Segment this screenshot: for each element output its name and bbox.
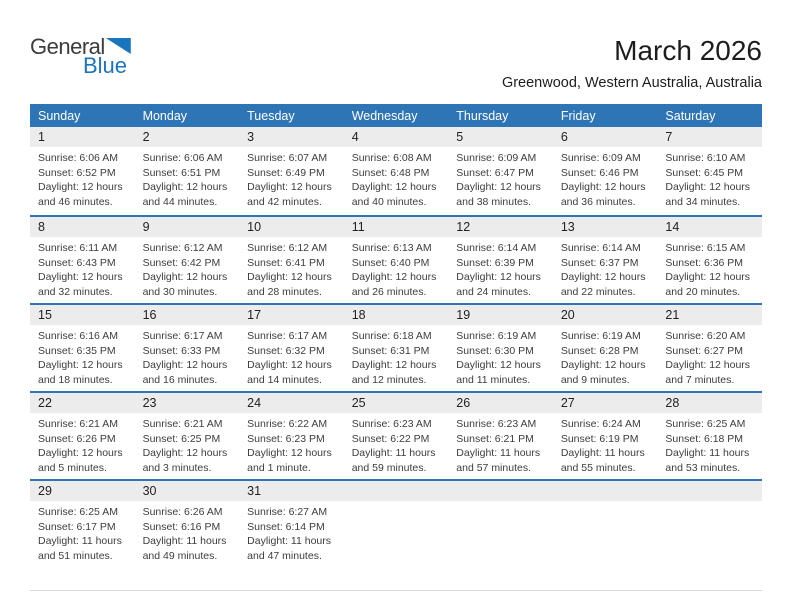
day-number: 5	[448, 127, 553, 147]
week-row	[30, 215, 762, 303]
day-details	[553, 325, 658, 387]
day-number: 29	[30, 481, 135, 501]
sunset-text: Sunset: 6:19 PM	[560, 432, 639, 445]
day-number: 25	[344, 393, 449, 413]
daylight-text: Daylight: 12 hours and 12 minutes.	[351, 359, 437, 386]
day-cell	[239, 481, 344, 590]
day-details	[135, 325, 240, 387]
day-cell	[30, 481, 135, 590]
day-number	[344, 481, 449, 501]
sunset-text: Sunset: 6:39 PM	[456, 256, 534, 269]
sunrise-text: Sunrise: 6:09 AM	[456, 152, 537, 164]
daylight-text: Daylight: 12 hours and 40 minutes.	[351, 181, 437, 208]
day-cell	[30, 127, 135, 215]
day-details	[553, 237, 658, 299]
sunrise-text: Sunrise: 6:13 AM	[351, 242, 432, 254]
daylight-text: Daylight: 12 hours and 44 minutes.	[142, 181, 228, 208]
daylight-text: Daylight: 12 hours and 7 minutes.	[665, 359, 751, 386]
day-details	[135, 413, 240, 475]
sunset-text: Sunset: 6:21 PM	[456, 432, 534, 445]
logo-triangle-icon	[106, 38, 131, 54]
sunset-text: Sunset: 6:33 PM	[142, 344, 221, 357]
daylight-text: Daylight: 11 hours and 49 minutes.	[142, 535, 227, 562]
day-number: 2	[135, 127, 240, 147]
day-cell	[448, 127, 553, 215]
sunset-text: Sunset: 6:41 PM	[247, 256, 325, 269]
sunset-text: Sunset: 6:26 PM	[38, 432, 116, 445]
sunrise-text: Sunrise: 6:24 AM	[560, 418, 641, 430]
logo-text-general: General	[30, 34, 105, 59]
day-details	[344, 325, 449, 387]
sunrise-text: Sunrise: 6:17 AM	[142, 330, 223, 342]
day-cell	[30, 305, 135, 391]
sunset-text: Sunset: 6:42 PM	[142, 256, 221, 269]
daylight-text: Daylight: 12 hours and 9 minutes.	[560, 359, 646, 386]
sunrise-text: Sunrise: 6:23 AM	[351, 418, 432, 430]
sunrise-text: Sunrise: 6:07 AM	[247, 152, 328, 164]
day-number: 12	[448, 217, 553, 237]
daylight-text: Daylight: 12 hours and 3 minutes.	[142, 447, 228, 474]
daylight-text: Daylight: 12 hours and 42 minutes.	[247, 181, 332, 208]
day-number: 9	[135, 217, 240, 237]
sunrise-text: Sunrise: 6:18 AM	[351, 330, 432, 342]
day-details	[553, 147, 658, 209]
sunrise-text: Sunrise: 6:21 AM	[38, 418, 118, 430]
daylight-text: Daylight: 12 hours and 22 minutes.	[560, 271, 646, 298]
day-cell	[344, 127, 449, 215]
daylight-text: Daylight: 12 hours and 26 minutes.	[351, 271, 437, 298]
day-number: 19	[448, 305, 553, 325]
day-cell	[657, 393, 762, 479]
week-row	[30, 479, 762, 590]
day-number: 11	[344, 217, 449, 237]
day-number	[553, 481, 658, 501]
day-cell	[135, 305, 240, 391]
day-details	[135, 147, 240, 209]
sunrise-text: Sunrise: 6:19 AM	[560, 330, 641, 342]
sunrise-text: Sunrise: 6:06 AM	[38, 152, 118, 164]
day-cell	[553, 217, 658, 303]
day-cell	[553, 127, 658, 215]
daylight-text: Daylight: 12 hours and 32 minutes.	[38, 271, 123, 298]
day-number: 24	[239, 393, 344, 413]
sunset-text: Sunset: 6:17 PM	[38, 520, 116, 533]
weekday-header-cell: Tuesday	[247, 108, 295, 123]
weekday-header-cell: Sunday	[38, 108, 81, 123]
week-row	[30, 303, 762, 391]
day-details	[239, 325, 344, 387]
day-number: 3	[239, 127, 344, 147]
sunrise-text: Sunrise: 6:26 AM	[142, 506, 223, 518]
day-cell	[657, 127, 762, 215]
day-number: 13	[553, 217, 658, 237]
sunset-text: Sunset: 6:25 PM	[142, 432, 221, 445]
page-header	[0, 0, 792, 104]
day-cell	[344, 305, 449, 391]
day-number: 17	[239, 305, 344, 325]
daylight-text: Daylight: 11 hours and 55 minutes.	[560, 447, 645, 474]
sunset-text: Sunset: 6:48 PM	[351, 166, 430, 179]
sunset-text: Sunset: 6:40 PM	[351, 256, 430, 269]
sunrise-text: Sunrise: 6:10 AM	[665, 152, 746, 164]
sunrise-text: Sunrise: 6:08 AM	[351, 152, 432, 164]
day-details	[30, 501, 135, 563]
sunset-text: Sunset: 6:49 PM	[247, 166, 325, 179]
daylight-text: Daylight: 12 hours and 18 minutes.	[38, 359, 123, 386]
daylight-text: Daylight: 11 hours and 59 minutes.	[351, 447, 436, 474]
daylight-text: Daylight: 12 hours and 36 minutes.	[560, 181, 646, 208]
day-details	[30, 413, 135, 475]
day-number: 22	[30, 393, 135, 413]
sunset-text: Sunset: 6:14 PM	[247, 520, 325, 533]
day-number: 31	[239, 481, 344, 501]
sunset-text: Sunset: 6:43 PM	[38, 256, 116, 269]
day-details	[239, 237, 344, 299]
day-cell	[448, 217, 553, 303]
sunset-text: Sunset: 6:51 PM	[142, 166, 221, 179]
day-details	[239, 501, 344, 563]
day-cell	[135, 217, 240, 303]
logo-text-blue: Blue	[82, 53, 127, 78]
daylight-text: Daylight: 12 hours and 11 minutes.	[456, 359, 541, 386]
page-title: March 2026	[614, 35, 762, 66]
day-details	[344, 413, 449, 475]
sunset-text: Sunset: 6:32 PM	[247, 344, 325, 357]
sunrise-text: Sunrise: 6:12 AM	[247, 242, 328, 254]
day-number: 26	[448, 393, 553, 413]
sunset-text: Sunset: 6:45 PM	[665, 166, 744, 179]
day-details	[30, 325, 135, 387]
sunset-text: Sunset: 6:37 PM	[560, 256, 639, 269]
day-number	[448, 481, 553, 501]
sunset-text: Sunset: 6:16 PM	[142, 520, 221, 533]
sunset-text: Sunset: 6:31 PM	[351, 344, 430, 357]
sunrise-text: Sunrise: 6:06 AM	[142, 152, 223, 164]
week-row	[30, 391, 762, 479]
day-number: 10	[239, 217, 344, 237]
day-cell	[30, 217, 135, 303]
sunset-text: Sunset: 6:52 PM	[38, 166, 116, 179]
week-row	[30, 127, 762, 215]
daylight-text: Daylight: 11 hours and 53 minutes.	[665, 447, 750, 474]
day-cell	[657, 305, 762, 391]
weekday-header-row	[30, 104, 762, 127]
sunrise-text: Sunrise: 6:22 AM	[247, 418, 328, 430]
day-details	[448, 413, 553, 475]
day-cell	[344, 217, 449, 303]
page-subtitle: Greenwood, Western Australia, Australia	[501, 75, 762, 91]
day-number: 30	[135, 481, 240, 501]
sunrise-text: Sunrise: 6:14 AM	[560, 242, 641, 254]
day-cell	[448, 305, 553, 391]
sunrise-text: Sunrise: 6:21 AM	[142, 418, 223, 430]
day-cell	[239, 393, 344, 479]
day-details	[344, 237, 449, 299]
day-number: 8	[30, 217, 135, 237]
sunrise-text: Sunrise: 6:15 AM	[665, 242, 746, 254]
empty-day-cell	[344, 481, 449, 590]
day-cell	[448, 393, 553, 479]
calendar-table	[30, 104, 762, 591]
sunset-text: Sunset: 6:35 PM	[38, 344, 116, 357]
sunrise-text: Sunrise: 6:20 AM	[665, 330, 746, 342]
sunrise-text: Sunrise: 6:11 AM	[38, 242, 118, 254]
day-number: 14	[657, 217, 762, 237]
day-details	[657, 325, 762, 387]
day-cell	[239, 217, 344, 303]
weekday-header-cell: Wednesday	[351, 108, 418, 123]
daylight-text: Daylight: 12 hours and 14 minutes.	[247, 359, 332, 386]
day-number: 6	[553, 127, 658, 147]
day-number: 28	[657, 393, 762, 413]
daylight-text: Daylight: 12 hours and 34 minutes.	[665, 181, 751, 208]
sunrise-text: Sunrise: 6:23 AM	[456, 418, 537, 430]
day-number: 23	[135, 393, 240, 413]
daylight-text: Daylight: 12 hours and 5 minutes.	[38, 447, 123, 474]
daylight-text: Daylight: 12 hours and 30 minutes.	[142, 271, 228, 298]
day-details	[135, 237, 240, 299]
empty-day-cell	[553, 481, 658, 590]
day-details	[239, 147, 344, 209]
day-number	[657, 481, 762, 501]
day-cell	[657, 217, 762, 303]
day-cell	[135, 393, 240, 479]
calendar-weeks	[30, 127, 762, 590]
sunset-text: Sunset: 6:30 PM	[456, 344, 534, 357]
weekday-header-cell: Friday	[560, 108, 596, 123]
daylight-text: Daylight: 12 hours and 1 minute.	[247, 447, 332, 474]
day-number: 1	[30, 127, 135, 147]
weekday-header-cell: Saturday	[665, 108, 716, 123]
general-blue-logo	[30, 36, 140, 76]
day-number: 4	[344, 127, 449, 147]
day-number: 21	[657, 305, 762, 325]
day-number: 20	[553, 305, 658, 325]
day-details	[30, 147, 135, 209]
sunset-text: Sunset: 6:18 PM	[665, 432, 744, 445]
sunrise-text: Sunrise: 6:27 AM	[247, 506, 328, 518]
sunrise-text: Sunrise: 6:14 AM	[456, 242, 537, 254]
daylight-text: Daylight: 12 hours and 24 minutes.	[456, 271, 541, 298]
daylight-text: Daylight: 12 hours and 46 minutes.	[38, 181, 123, 208]
day-number: 15	[30, 305, 135, 325]
day-details	[30, 237, 135, 299]
day-details	[448, 147, 553, 209]
day-number: 18	[344, 305, 449, 325]
day-cell	[553, 393, 658, 479]
day-cell	[30, 393, 135, 479]
day-details	[657, 147, 762, 209]
weekday-header-cell: Thursday	[456, 108, 509, 123]
daylight-text: Daylight: 11 hours and 47 minutes.	[247, 535, 331, 562]
sunset-text: Sunset: 6:28 PM	[560, 344, 639, 357]
sunrise-text: Sunrise: 6:25 AM	[38, 506, 118, 518]
sunrise-text: Sunrise: 6:12 AM	[142, 242, 223, 254]
day-number: 27	[553, 393, 658, 413]
day-cell	[239, 305, 344, 391]
sunset-text: Sunset: 6:47 PM	[456, 166, 534, 179]
day-details	[448, 325, 553, 387]
day-cell	[135, 481, 240, 590]
day-number: 7	[657, 127, 762, 147]
day-details	[553, 413, 658, 475]
day-details	[344, 147, 449, 209]
day-details	[657, 237, 762, 299]
daylight-text: Daylight: 11 hours and 57 minutes.	[456, 447, 541, 474]
day-details	[135, 501, 240, 563]
empty-day-cell	[657, 481, 762, 590]
sunrise-text: Sunrise: 6:17 AM	[247, 330, 328, 342]
daylight-text: Daylight: 12 hours and 16 minutes.	[142, 359, 228, 386]
empty-day-cell	[448, 481, 553, 590]
sunset-text: Sunset: 6:36 PM	[665, 256, 744, 269]
day-number: 16	[135, 305, 240, 325]
sunset-text: Sunset: 6:22 PM	[351, 432, 430, 445]
day-details	[239, 413, 344, 475]
sunset-text: Sunset: 6:23 PM	[247, 432, 325, 445]
sunset-text: Sunset: 6:27 PM	[665, 344, 744, 357]
day-details	[657, 413, 762, 475]
sunrise-text: Sunrise: 6:19 AM	[456, 330, 537, 342]
sunset-text: Sunset: 6:46 PM	[560, 166, 639, 179]
day-cell	[553, 305, 658, 391]
daylight-text: Daylight: 12 hours and 38 minutes.	[456, 181, 541, 208]
daylight-text: Daylight: 12 hours and 28 minutes.	[247, 271, 332, 298]
sunrise-text: Sunrise: 6:09 AM	[560, 152, 641, 164]
day-cell	[239, 127, 344, 215]
sunrise-text: Sunrise: 6:25 AM	[665, 418, 746, 430]
daylight-text: Daylight: 11 hours and 51 minutes.	[38, 535, 122, 562]
weekday-header-cell: Monday	[142, 108, 188, 123]
day-cell	[135, 127, 240, 215]
day-cell	[344, 393, 449, 479]
day-details	[448, 237, 553, 299]
daylight-text: Daylight: 12 hours and 20 minutes.	[665, 271, 751, 298]
sunrise-text: Sunrise: 6:16 AM	[38, 330, 118, 342]
